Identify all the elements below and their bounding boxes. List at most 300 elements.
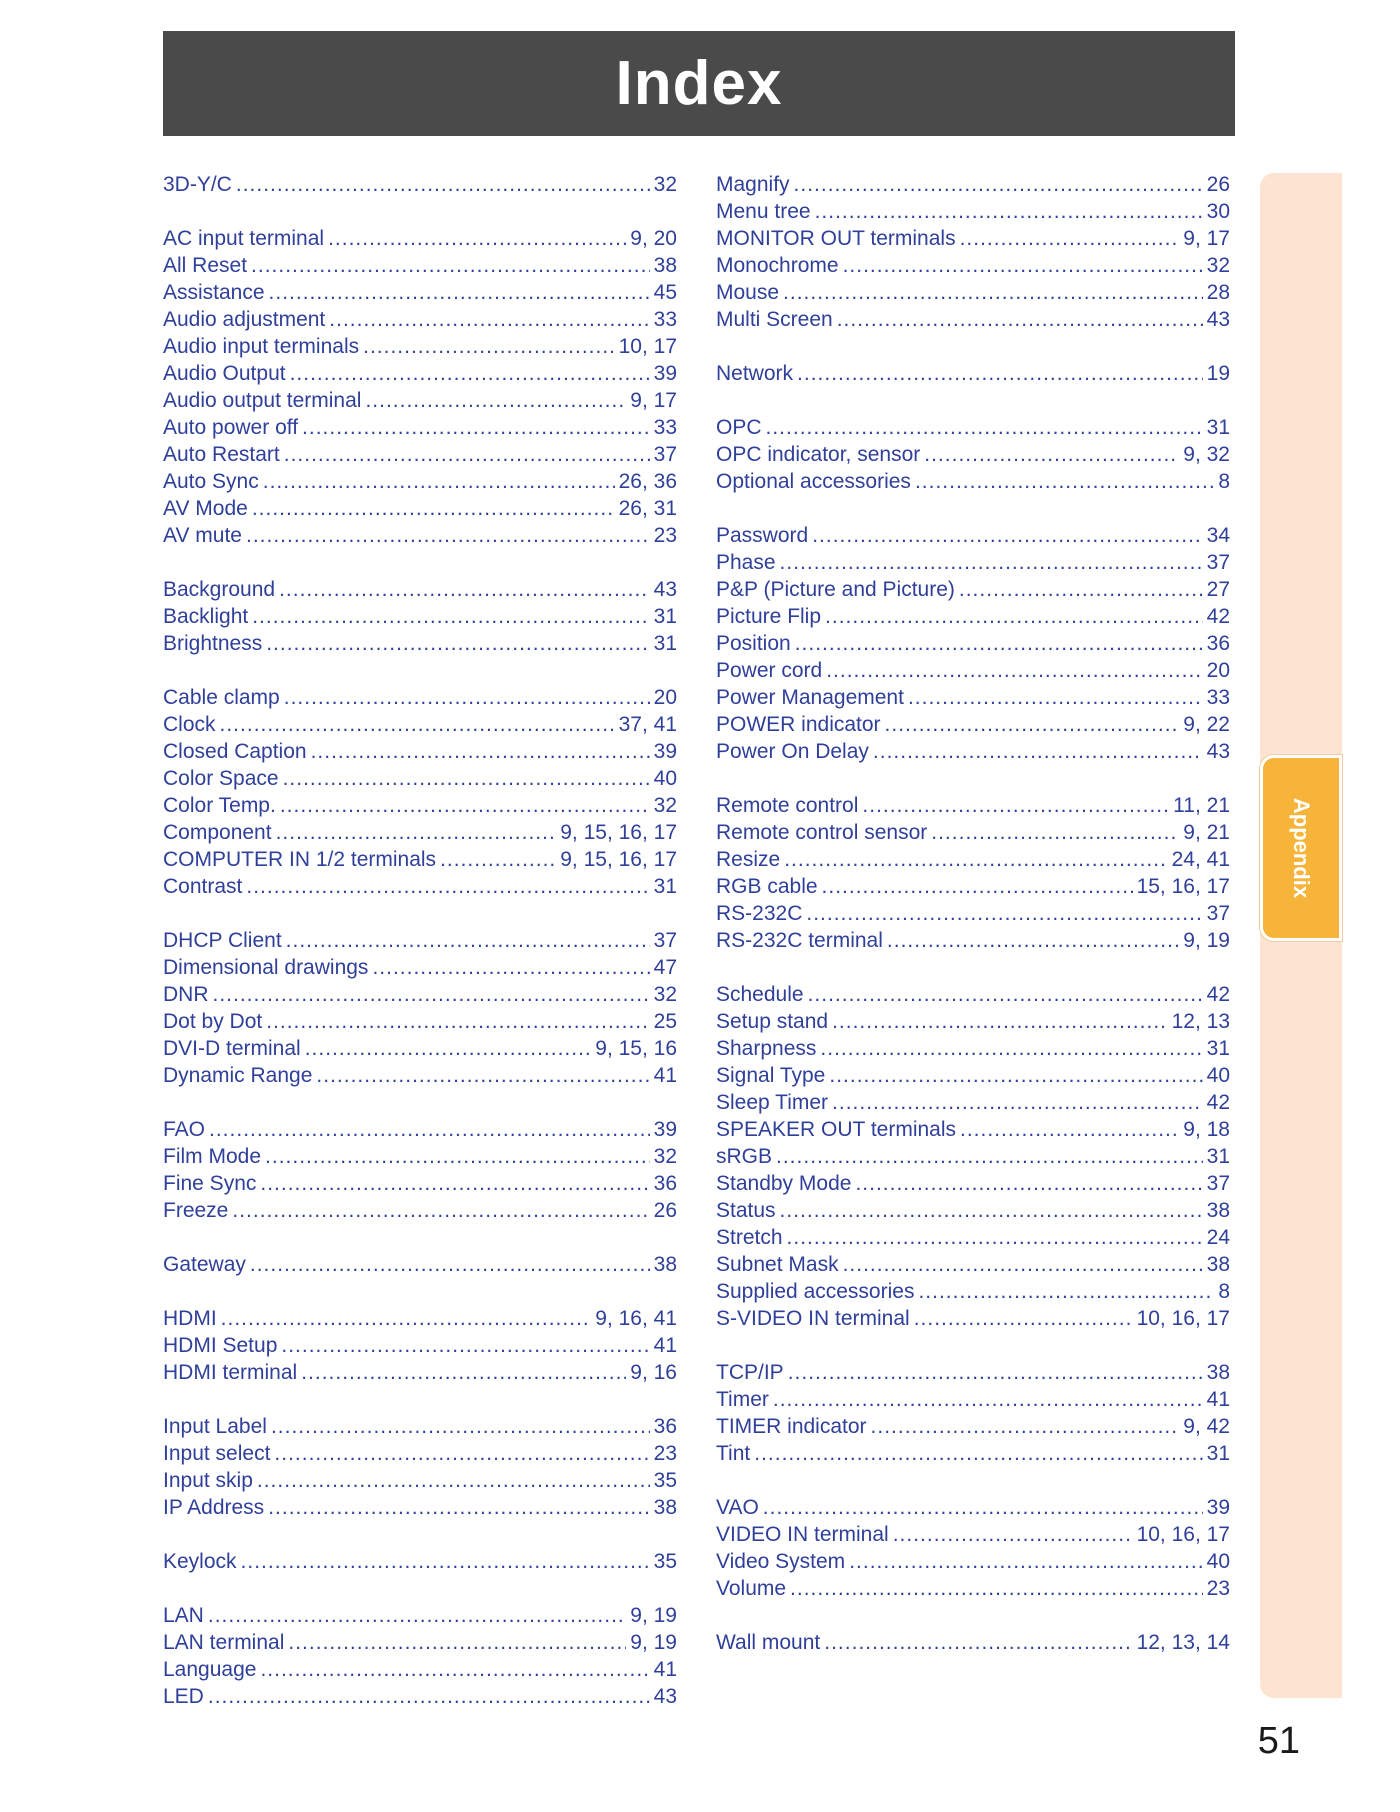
index-term: Input select [163, 1442, 271, 1465]
index-entry[interactable] [163, 1494, 677, 1521]
dot-leader [843, 1251, 1203, 1278]
section-gap [163, 1224, 677, 1251]
index-term: Supplied accessories [716, 1280, 915, 1303]
index-entry[interactable] [716, 738, 1230, 765]
index-term: Audio adjustment [163, 308, 326, 331]
index-term: Power On Delay [716, 740, 869, 763]
index-pages: 9, 17 [630, 389, 677, 412]
index-entry[interactable] [716, 1170, 1230, 1197]
index-pages: 12, 13 [1171, 1010, 1230, 1033]
index-pages: 47 [653, 956, 677, 979]
dot-leader [266, 1008, 649, 1035]
index-term: HDMI Setup [163, 1334, 278, 1357]
index-pages: 10, 16, 17 [1136, 1523, 1230, 1546]
dot-leader [241, 1548, 650, 1575]
dot-leader [252, 495, 615, 522]
index-entry[interactable] [716, 846, 1230, 873]
index-pages: 39 [653, 740, 677, 763]
index-pages: 32 [653, 983, 677, 1006]
index-entry[interactable] [716, 1494, 1230, 1521]
dot-leader [288, 1629, 626, 1656]
dot-leader [832, 1008, 1168, 1035]
index-term: Auto Restart [163, 443, 280, 466]
index-entry[interactable] [163, 1035, 677, 1062]
dot-leader [822, 873, 1133, 900]
dot-leader [251, 252, 650, 279]
dot-leader [328, 225, 626, 252]
index-term: DVI-D terminal [163, 1037, 301, 1060]
index-pages: 32 [653, 1145, 677, 1168]
index-entry[interactable] [163, 630, 677, 657]
dot-leader [780, 549, 1203, 576]
index-entry[interactable] [716, 1089, 1230, 1116]
index-term: OPC [716, 416, 762, 439]
index-entry[interactable] [716, 279, 1230, 306]
index-pages: 31 [1206, 1145, 1230, 1168]
index-pages: 33 [653, 308, 677, 331]
index-pages: 9, 21 [1183, 821, 1230, 844]
index-entry[interactable] [716, 630, 1230, 657]
index-term: TCP/IP [716, 1361, 784, 1384]
index-entry[interactable] [163, 927, 677, 954]
index-pages: 10, 17 [618, 335, 677, 358]
index-term: Remote control sensor [716, 821, 928, 844]
index-pages: 31 [1206, 1037, 1230, 1060]
index-column-left [163, 171, 677, 1710]
index-entry[interactable] [163, 495, 677, 522]
index-term: Input skip [163, 1469, 253, 1492]
index-term: Audio input terminals [163, 335, 360, 358]
page-title: Index [163, 31, 1235, 136]
index-term: OPC indicator, sensor [716, 443, 921, 466]
index-entry[interactable] [716, 1521, 1230, 1548]
index-entry[interactable] [163, 1413, 677, 1440]
index-entry[interactable] [716, 711, 1230, 738]
index-entry[interactable] [163, 846, 677, 873]
section-gap [716, 765, 1230, 792]
index-entry[interactable] [716, 1062, 1230, 1089]
index-entry[interactable] [163, 792, 677, 819]
section-gap [163, 900, 677, 927]
index-entry[interactable] [716, 1116, 1230, 1143]
dot-leader [959, 576, 1203, 603]
index-entry[interactable] [716, 1575, 1230, 1602]
index-entry[interactable] [716, 522, 1230, 549]
index-pages: 9, 20 [630, 227, 677, 250]
index-entry[interactable] [716, 1224, 1230, 1251]
dot-leader [365, 387, 626, 414]
dot-leader [232, 1197, 649, 1224]
index-entry[interactable] [716, 819, 1230, 846]
index-pages: 31 [653, 875, 677, 898]
index-entry[interactable] [163, 1062, 677, 1089]
index-term: HDMI terminal [163, 1361, 298, 1384]
index-pages: 39 [653, 1118, 677, 1141]
index-pages: 36 [1206, 632, 1230, 655]
index-term: Color Temp. [163, 794, 276, 817]
index-entry[interactable] [163, 873, 677, 900]
index-term: Language [163, 1658, 257, 1681]
dot-leader [220, 711, 615, 738]
dot-leader [825, 603, 1203, 630]
index-term: AC input terminal [163, 227, 325, 250]
dot-leader [862, 792, 1169, 819]
index-entry[interactable] [716, 873, 1230, 900]
dot-leader [265, 1143, 650, 1170]
dot-leader [372, 954, 649, 981]
index-entry[interactable] [716, 468, 1230, 495]
index-pages: 41 [653, 1334, 677, 1357]
dot-leader [246, 873, 649, 900]
dot-leader [276, 819, 557, 846]
index-term: Volume [716, 1577, 787, 1600]
index-entry[interactable] [716, 198, 1230, 225]
index-pages: 37, 41 [618, 713, 677, 736]
dot-leader [302, 414, 650, 441]
index-entry[interactable] [163, 1440, 677, 1467]
index-entry[interactable] [716, 1359, 1230, 1386]
index-term: Gateway [163, 1253, 246, 1276]
index-pages: 31 [653, 605, 677, 628]
index-term: RS-232C terminal [716, 929, 883, 952]
index-entry[interactable] [716, 657, 1230, 684]
index-entry[interactable] [716, 792, 1230, 819]
index-entry[interactable] [716, 603, 1230, 630]
index-pages: 31 [1206, 1442, 1230, 1465]
dot-leader [290, 360, 650, 387]
index-entry[interactable] [163, 1197, 677, 1224]
index-entry[interactable] [716, 981, 1230, 1008]
index-entry[interactable] [716, 441, 1230, 468]
index-pages: 45 [653, 281, 677, 304]
index-entry[interactable] [716, 900, 1230, 927]
index-entry[interactable] [163, 1656, 677, 1683]
index-entry[interactable] [163, 1359, 677, 1386]
index-term: Cable clamp [163, 686, 280, 709]
index-entry[interactable] [716, 1440, 1230, 1467]
index-entry[interactable] [163, 738, 677, 765]
index-term: IP Address [163, 1496, 265, 1519]
dot-leader [893, 1521, 1133, 1548]
dot-leader [815, 198, 1203, 225]
section-gap [716, 954, 1230, 981]
index-entry[interactable] [163, 954, 677, 981]
index-entry[interactable] [716, 1035, 1230, 1062]
dot-leader [236, 171, 650, 198]
index-entry[interactable] [163, 711, 677, 738]
index-pages: 9, 19 [630, 1631, 677, 1654]
dot-leader [885, 711, 1180, 738]
section-gap [716, 333, 1230, 360]
index-pages: 40 [1206, 1064, 1230, 1087]
dot-leader [246, 522, 650, 549]
dot-leader [311, 738, 650, 765]
dot-leader [843, 252, 1203, 279]
index-term: Component [163, 821, 272, 844]
dot-leader [766, 414, 1203, 441]
index-entry[interactable] [163, 981, 677, 1008]
index-term: Mouse [716, 281, 780, 304]
index-term: Closed Caption [163, 740, 307, 763]
dot-leader [316, 1062, 649, 1089]
index-pages: 38 [1206, 1361, 1230, 1384]
index-term: Timer [716, 1388, 769, 1411]
dot-leader [252, 603, 649, 630]
index-term: Color Space [163, 767, 279, 790]
section-gap [716, 495, 1230, 522]
index-entry[interactable] [163, 414, 677, 441]
index-term: Contrast [163, 875, 243, 898]
index-pages: 41 [1206, 1388, 1230, 1411]
index-pages: 9, 19 [1183, 929, 1230, 952]
index-term: FAO [163, 1118, 206, 1141]
index-term: Position [716, 632, 791, 655]
dot-leader [795, 630, 1203, 657]
dot-leader [960, 225, 1180, 252]
index-entry[interactable] [163, 1116, 677, 1143]
dot-leader [780, 1197, 1203, 1224]
index-entry[interactable] [163, 360, 677, 387]
index-entry[interactable] [163, 1008, 677, 1035]
index-term: Audio output terminal [163, 389, 362, 412]
index-term: Wall mount [716, 1631, 821, 1654]
index-term: Auto Sync [163, 470, 259, 493]
dot-leader [832, 1089, 1203, 1116]
index-entry[interactable] [163, 441, 677, 468]
index-term: Power cord [716, 659, 823, 682]
index-pages: 42 [1206, 983, 1230, 1006]
index-term: Status [716, 1199, 776, 1222]
index-entry[interactable] [163, 522, 677, 549]
index-term: Phase [716, 551, 776, 574]
index-term: Resize [716, 848, 781, 871]
dot-leader [931, 819, 1179, 846]
index-term: Remote control [716, 794, 859, 817]
index-pages: 9, 15, 16, 17 [560, 848, 677, 871]
appendix-tab[interactable] [1260, 755, 1342, 941]
section-gap [163, 1521, 677, 1548]
index-entry[interactable] [163, 1683, 677, 1710]
index-term: sRGB [716, 1145, 773, 1168]
index-entry[interactable] [716, 1197, 1230, 1224]
index-term: Film Mode [163, 1145, 262, 1168]
index-entry[interactable] [716, 1629, 1230, 1656]
index-pages: 38 [653, 254, 677, 277]
index-entry[interactable] [163, 468, 677, 495]
index-term: AV mute [163, 524, 242, 547]
index-pages: 12, 13, 14 [1136, 1631, 1230, 1654]
index-pages: 26, 36 [618, 470, 677, 493]
index-term: POWER indicator [716, 713, 881, 736]
index-entry[interactable] [163, 1548, 677, 1575]
dot-leader [776, 1143, 1203, 1170]
dot-leader [826, 657, 1202, 684]
index-column-right [716, 171, 1230, 1656]
dot-leader [924, 441, 1179, 468]
index-term: AV Mode [163, 497, 248, 520]
index-entry[interactable] [716, 927, 1230, 954]
section-gap [163, 657, 677, 684]
index-pages: 31 [1206, 416, 1230, 439]
index-pages: 38 [1206, 1253, 1230, 1276]
index-entry[interactable] [163, 1170, 677, 1197]
dot-leader [281, 1332, 649, 1359]
dot-leader [784, 846, 1167, 873]
dot-leader [209, 1116, 650, 1143]
dot-leader [260, 1170, 649, 1197]
index-pages: 9, 15, 16, 17 [560, 821, 677, 844]
index-pages: 9, 32 [1183, 443, 1230, 466]
index-pages: 23 [653, 524, 677, 547]
index-term: Sharpness [716, 1037, 817, 1060]
appendix-tab-label: Appendix [1289, 797, 1314, 899]
index-term: Magnify [716, 173, 790, 196]
index-pages: 35 [653, 1469, 677, 1492]
index-pages: 27 [1206, 578, 1230, 601]
index-entry[interactable] [716, 1386, 1230, 1413]
index-entry[interactable] [163, 1143, 677, 1170]
index-pages: 9, 16 [630, 1361, 677, 1384]
index-entry[interactable] [163, 225, 677, 252]
dot-leader [820, 1035, 1202, 1062]
index-term: TIMER indicator [716, 1415, 867, 1438]
index-entry[interactable] [716, 576, 1230, 603]
index-pages: 43 [653, 1685, 677, 1708]
index-pages: 37 [653, 443, 677, 466]
index-entry[interactable] [716, 171, 1230, 198]
index-entry[interactable] [716, 1548, 1230, 1575]
index-term: Assistance [163, 281, 265, 304]
index-pages: 9, 19 [630, 1604, 677, 1627]
dot-leader [213, 981, 650, 1008]
index-entry[interactable] [716, 1008, 1230, 1035]
index-entry[interactable] [163, 576, 677, 603]
index-entry[interactable] [716, 549, 1230, 576]
index-term: Keylock [163, 1550, 237, 1573]
index-pages: 28 [1206, 281, 1230, 304]
index-pages: 26 [1206, 173, 1230, 196]
index-term: Subnet Mask [716, 1253, 839, 1276]
index-pages: 42 [1206, 605, 1230, 628]
index-pages: 38 [653, 1253, 677, 1276]
index-entry[interactable] [716, 225, 1230, 252]
index-entry[interactable] [716, 1251, 1230, 1278]
dot-leader [363, 333, 615, 360]
index-term: Schedule [716, 983, 804, 1006]
index-pages: 31 [653, 632, 677, 655]
index-term: Monochrome [716, 254, 839, 277]
index-entry[interactable] [716, 1305, 1230, 1332]
index-pages: 8 [1218, 1280, 1230, 1303]
index-term: P&P (Picture and Picture) [716, 578, 955, 601]
dot-leader [271, 1413, 650, 1440]
dot-leader [274, 1440, 649, 1467]
index-term: Setup stand [716, 1010, 829, 1033]
index-pages: 37 [1206, 551, 1230, 574]
dot-leader [855, 1170, 1202, 1197]
index-entry[interactable] [716, 306, 1230, 333]
index-entry[interactable] [716, 1143, 1230, 1170]
index-entry[interactable] [716, 252, 1230, 279]
index-entry[interactable] [163, 1251, 677, 1278]
index-entry[interactable] [163, 306, 677, 333]
index-entry[interactable] [163, 1305, 677, 1332]
dot-leader [849, 1548, 1202, 1575]
index-pages: 36 [653, 1415, 677, 1438]
index-pages: 32 [1206, 254, 1230, 277]
dot-leader [268, 1494, 649, 1521]
index-entry[interactable] [163, 171, 677, 198]
index-entry[interactable] [163, 279, 677, 306]
index-pages: 26 [653, 1199, 677, 1222]
index-entry[interactable] [163, 252, 677, 279]
index-pages: 38 [1206, 1199, 1230, 1222]
section-gap [716, 1602, 1230, 1629]
index-pages: 43 [1206, 308, 1230, 331]
dot-leader [914, 1305, 1133, 1332]
index-entry[interactable] [716, 1278, 1230, 1305]
dot-leader [279, 576, 650, 603]
index-entry[interactable] [163, 603, 677, 630]
index-term: Dimensional drawings [163, 956, 369, 979]
dot-leader [284, 441, 650, 468]
index-entry[interactable] [716, 360, 1230, 387]
index-entry[interactable] [716, 414, 1230, 441]
index-term: Input Label [163, 1415, 267, 1438]
index-pages: 37 [1206, 1172, 1230, 1195]
index-pages: 42 [1206, 1091, 1230, 1114]
index-entry[interactable] [163, 819, 677, 846]
index-pages: 41 [653, 1064, 677, 1087]
index-entry[interactable] [163, 1467, 677, 1494]
index-entry[interactable] [163, 387, 677, 414]
index-term: HDMI [163, 1307, 217, 1330]
index-entry[interactable] [163, 1629, 677, 1656]
index-pages: 26, 31 [618, 497, 677, 520]
dot-leader [837, 306, 1203, 333]
dot-leader [263, 468, 615, 495]
index-term: LED [163, 1685, 204, 1708]
index-term: DHCP Client [163, 929, 282, 952]
index-term: Freeze [163, 1199, 229, 1222]
index-entry[interactable] [163, 333, 677, 360]
index-entry[interactable] [163, 1332, 677, 1359]
index-term: MONITOR OUT terminals [716, 227, 956, 250]
index-term: VAO [716, 1496, 759, 1519]
dot-leader [260, 1656, 649, 1683]
index-pages: 37 [1206, 902, 1230, 925]
index-term: 3D-Y/C [163, 173, 232, 196]
index-entry[interactable] [716, 1413, 1230, 1440]
index-pages: 38 [653, 1496, 677, 1519]
index-entry[interactable] [163, 1602, 677, 1629]
index-entry[interactable] [716, 684, 1230, 711]
index-pages: 9, 42 [1183, 1415, 1230, 1438]
index-term: SPEAKER OUT terminals [716, 1118, 957, 1141]
index-pages: 9, 15, 16 [595, 1037, 677, 1060]
index-entry[interactable] [163, 684, 677, 711]
index-pages: 24 [1206, 1226, 1230, 1249]
index-entry[interactable] [163, 765, 677, 792]
index-term: Dot by Dot [163, 1010, 263, 1033]
index-pages: 8 [1218, 470, 1230, 493]
dot-leader [763, 1494, 1203, 1521]
index-term: Brightness [163, 632, 263, 655]
index-pages: 33 [1206, 686, 1230, 709]
dot-leader [208, 1683, 650, 1710]
index-pages: 9, 22 [1183, 713, 1230, 736]
dot-leader [915, 468, 1214, 495]
